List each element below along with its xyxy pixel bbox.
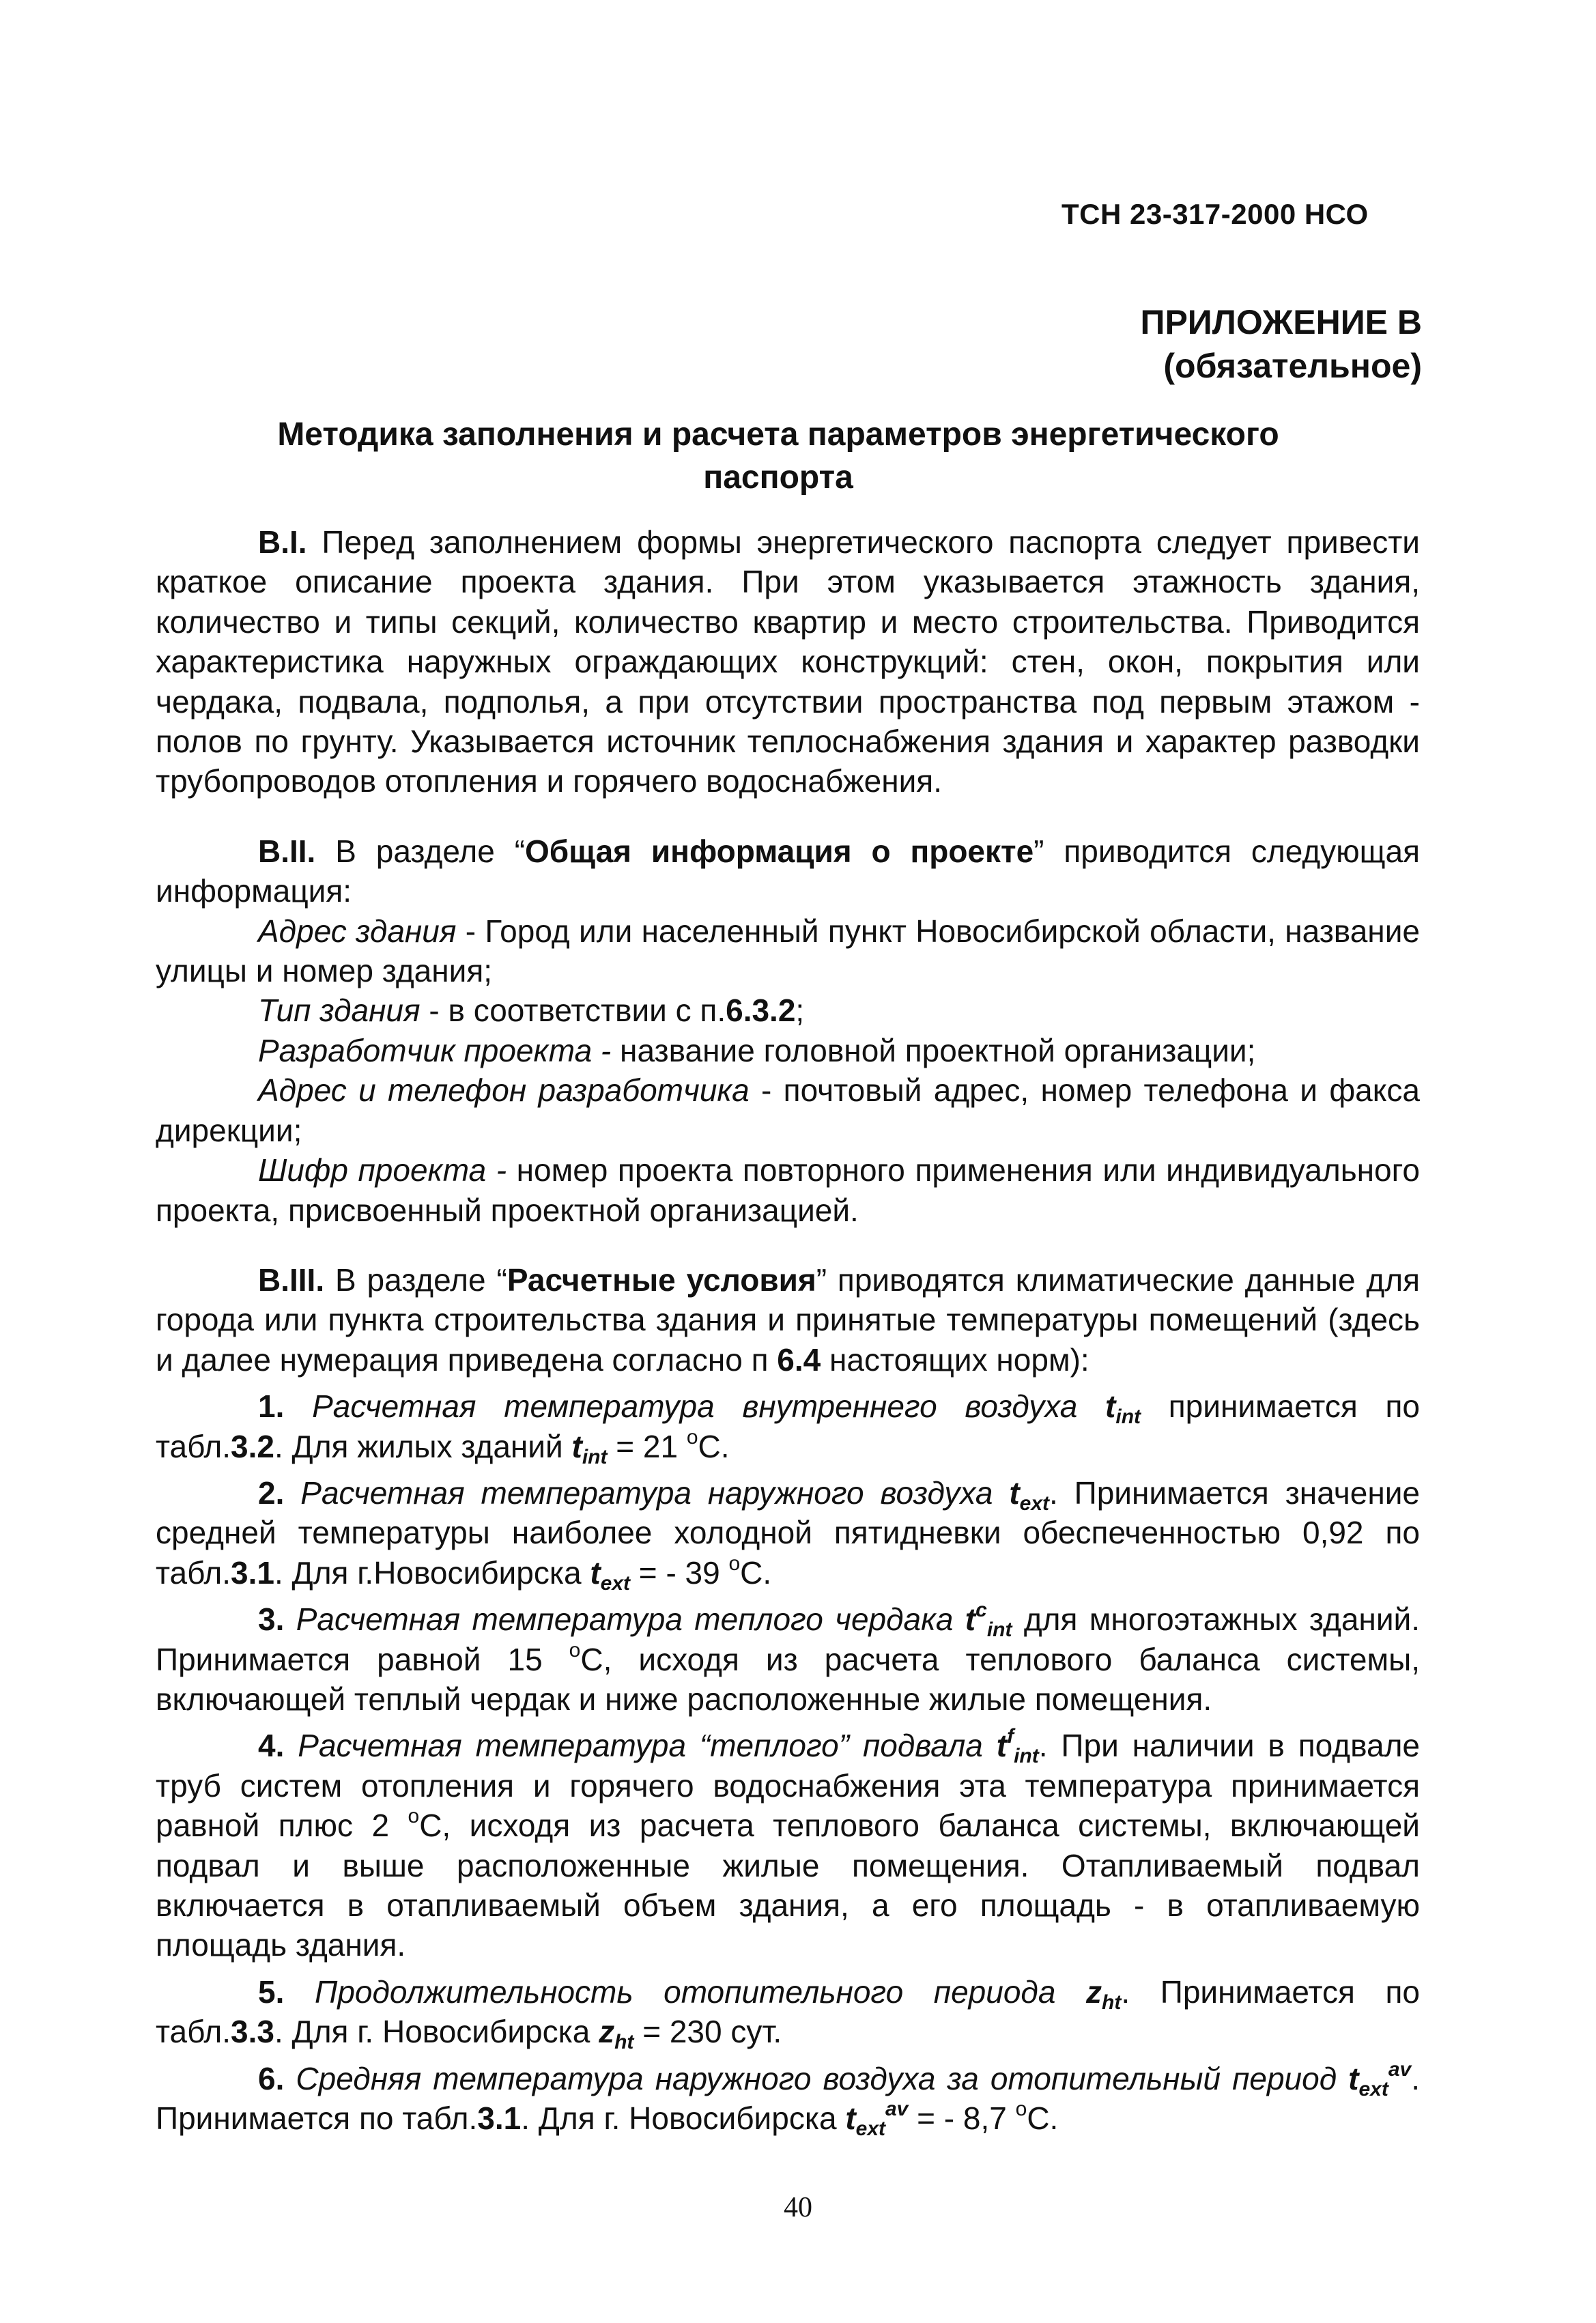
item-value: = 230 сут. [633, 2014, 782, 2050]
item-term: Расчетная температура теплого чердака [296, 1601, 965, 1638]
document-code: ТСН 23-317-2000 НСО [1061, 198, 1369, 230]
document-title [246, 413, 1311, 499]
section-label: В.I. [258, 524, 307, 560]
item-text: . Для жилых зданий [274, 1428, 572, 1464]
section-b3 [156, 1260, 1420, 1380]
symbol-subscript: ext [600, 1571, 631, 1595]
item-2 [156, 1473, 1420, 1593]
item-number: 1. [258, 1388, 285, 1425]
item-3 [156, 1599, 1420, 1719]
appendix-status: (обязательное) [1163, 347, 1422, 385]
item-address [156, 911, 1420, 991]
item-text: - почтовый адрес, номер телефона и факса дирекции; [156, 1072, 1420, 1148]
item-ref: 6.3.2 [726, 993, 796, 1029]
document-body [156, 522, 1421, 2141]
item-term: Продолжительность отопительного периода [314, 1973, 1087, 2010]
symbol-superscript: av [1388, 2057, 1412, 2081]
section-ref: 6.4 [777, 1341, 821, 1378]
item-value: = - 8,7 [908, 2100, 1016, 2137]
item-text: название головной проектной организации; [611, 1032, 1256, 1068]
item-text: . Для г. Новосибирска [274, 2014, 599, 2050]
degree-sign: o [408, 1805, 420, 1828]
item-developer [156, 1031, 1420, 1070]
degree-sign: o [728, 1552, 741, 1575]
symbol: t [845, 2100, 856, 2137]
section-text: В разделе “ [324, 1262, 507, 1298]
symbol-superscript: f [1007, 1725, 1014, 1748]
symbol: t [571, 1428, 582, 1464]
title-line-1: Методика заполнения и расчета параметров энергетического [277, 416, 1279, 453]
item-term: Шифр проекта - [258, 1152, 507, 1188]
degree-sign: o [686, 1425, 698, 1449]
symbol-superscript: c [975, 1599, 987, 1622]
item-unit: C. [1027, 2100, 1059, 2137]
item-5 [156, 1972, 1420, 2052]
item-text: для многоэтажных зданий. Принимается равной 15 [156, 1601, 1420, 1677]
item-developer-contacts [156, 1070, 1420, 1150]
page-number: 40 [784, 2192, 812, 2223]
item-ref: 3.2 [231, 1428, 274, 1464]
item-text: C, исходя из расчета теплового баланса системы, включающей подвал и выше расположенные жилые помещения. Отапливаемый подвал включается в отапливаемый объем здания, а его площадь - в отапливаемую площадь здания. [156, 1808, 1420, 1963]
item-term: Тип здания [258, 993, 421, 1029]
item-ref: 3.1 [477, 2100, 522, 2137]
item-term: Средняя температура наружного воздуха за отопительный период [296, 2060, 1349, 2096]
item-unit: C. [698, 1428, 730, 1464]
item-text: - в соответствии с п. [420, 993, 726, 1029]
section-ref-title: Общая информация о проекте [525, 833, 1034, 869]
item-term: Адрес здания [258, 913, 457, 949]
symbol-subscript: ht [1102, 1991, 1122, 2014]
section-label: В.II. [258, 833, 316, 869]
item-term: Разработчик проекта - [258, 1032, 612, 1068]
symbol: z [599, 2014, 615, 2050]
symbol: t [590, 1554, 601, 1591]
item-project-code [156, 1150, 1420, 1230]
item-value: = - 39 [630, 1554, 729, 1591]
section-label: В.III. [258, 1262, 325, 1298]
item-number: 4. [258, 1728, 285, 1764]
item-6 [156, 2059, 1420, 2139]
symbol-superscript: av [885, 2098, 909, 2121]
section-text: ” приводится следующая информация: [156, 833, 1421, 909]
symbol: t [965, 1601, 976, 1638]
section-text: настоящих норм): [821, 1341, 1089, 1378]
degree-sign: o [1015, 2098, 1027, 2121]
symbol-subscript: int [582, 1445, 608, 1468]
item-text: принимается по табл. [156, 1388, 1420, 1464]
appendix-heading [1141, 300, 1422, 388]
item-text: . При наличии в подвале труб систем отопления и горячего водоснабжения эта температура принимается равной плюс 2 [156, 1728, 1421, 1844]
item-1 [156, 1386, 1420, 1466]
symbol: t [1009, 1474, 1020, 1511]
symbol-subscript: ext [1358, 2077, 1388, 2100]
item-term: Расчетная температура “теплого” подвала [298, 1728, 997, 1764]
symbol: t [996, 1728, 1008, 1764]
item-text: ; [795, 993, 805, 1029]
item-term: Расчетная температура наружного воздуха [300, 1474, 1010, 1511]
item-text: . Для г. Новосибирска [521, 2100, 846, 2137]
section-text: ” приводятся климатические данные для города или пункта строительства здания и принятые температуры помещений (здесь и далее нумерация приведена согласно п [156, 1262, 1421, 1378]
symbol: z [1086, 1973, 1102, 2010]
item-text: . Принимается значение средней температуры наиболее холодной пятидневки обеспеченностью 0,92 по табл. [156, 1474, 1420, 1591]
symbol: t [1105, 1388, 1116, 1425]
section-text: В разделе “ [315, 833, 526, 869]
section-text: Перед заполнением формы энергетического паспорта следует привести краткое описание проекта здания. При этом указывается этажность здания, количество и типы секций, количество квартир и место строительства. Приводится характеристика наружных ограждающих конструкций: стен, окон, покрытия или чердака, подвала, подполья, а при отсутствии пространства под первым этажом - полов по грунту. Указывается источник теплоснабжения здания и характер разводки трубопроводов отопления и горячего водоснабжения. [156, 524, 1420, 799]
symbol-subscript: ht [614, 2031, 634, 2054]
item-unit: C. [740, 1554, 772, 1591]
section-ref-title: Расчетные условия [507, 1262, 816, 1298]
section-b1 [156, 522, 1420, 801]
item-text: номер проекта повторного применения или индивидуального проекта, присвоенный проектной организацией. [156, 1152, 1420, 1228]
symbol-subscript: ext [855, 2118, 885, 2141]
symbol-subscript: int [1014, 1745, 1039, 1768]
item-type [156, 991, 1420, 1030]
symbol: t [1348, 2060, 1359, 2096]
item-term: Расчетная температура внутреннего воздуха [312, 1388, 1106, 1425]
title-line-2: паспорта [703, 459, 853, 496]
symbol-subscript: int [986, 1619, 1012, 1642]
item-text: . Для г.Новосибирска [274, 1554, 590, 1591]
item-number: 2. [258, 1474, 285, 1511]
item-value: = 21 [607, 1428, 687, 1464]
symbol-subscript: ext [1019, 1492, 1049, 1515]
item-ref: 3.1 [231, 1554, 274, 1591]
item-4 [156, 1726, 1420, 1965]
item-number: 3. [258, 1601, 285, 1638]
item-text: . Принимается по табл. [156, 2060, 1421, 2137]
item-text: - Город или населенный пункт Новосибирской области, название улицы и номер здания; [156, 913, 1420, 989]
appendix-title: ПРИЛОЖЕНИЕ В [1140, 303, 1422, 341]
item-term: Адрес и телефон разработчика [258, 1072, 750, 1109]
item-text: C, исходя из расчета теплового баланса системы, включающей теплый чердак и ниже расположенные жилые помещения. [156, 1641, 1420, 1717]
item-text: . Принимается по табл. [156, 1973, 1421, 2050]
degree-sign: o [569, 1638, 581, 1662]
item-ref: 3.3 [231, 2014, 274, 2050]
symbol-subscript: int [1115, 1406, 1141, 1429]
item-number: 6. [258, 2060, 285, 2096]
item-number: 5. [258, 1973, 285, 2010]
section-b2 [156, 831, 1420, 911]
